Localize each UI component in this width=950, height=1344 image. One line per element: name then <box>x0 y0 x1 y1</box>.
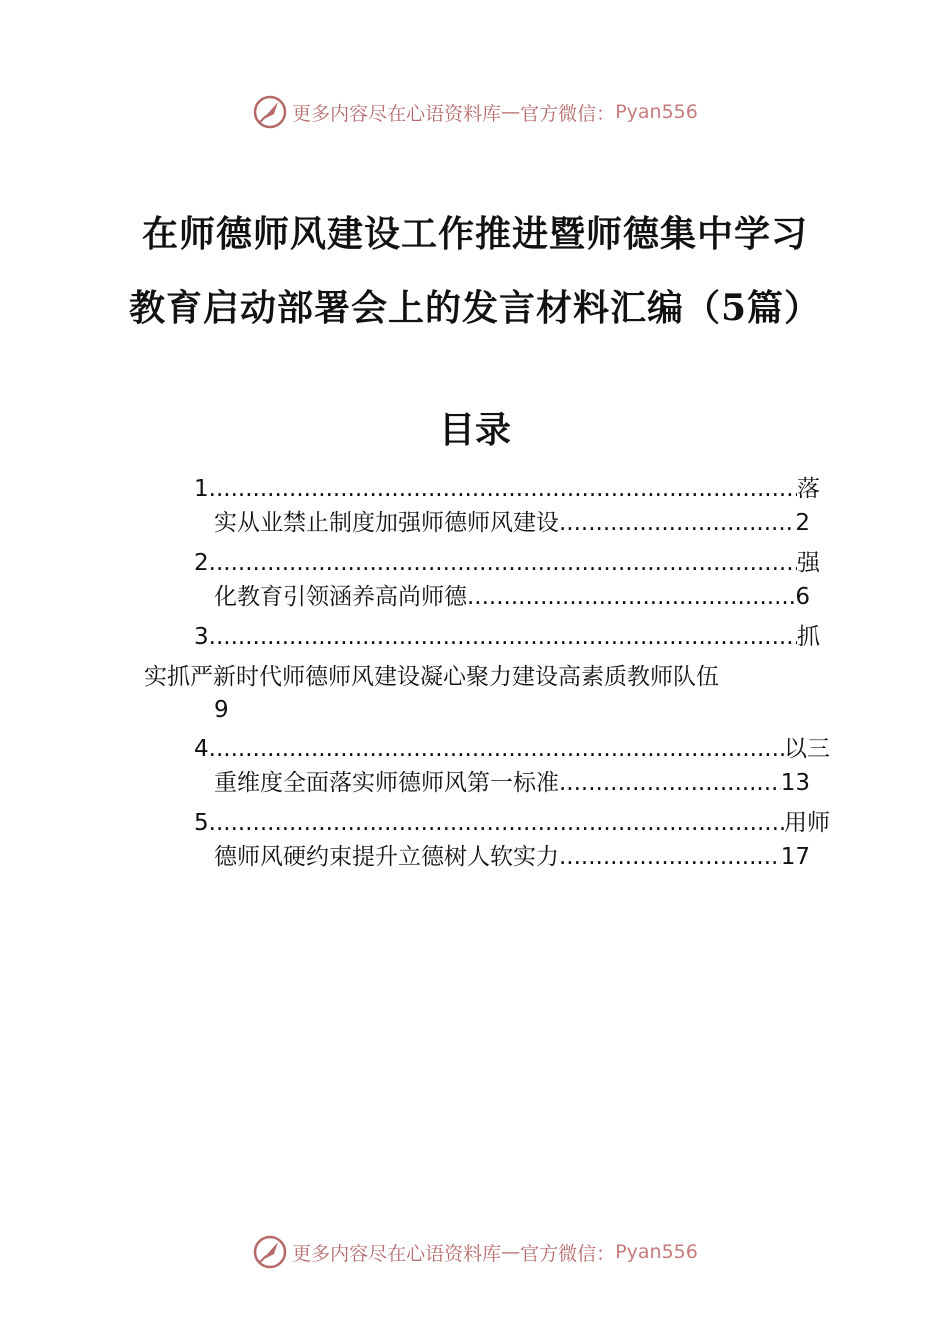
toc-entry-2-lead[interactable] <box>194 546 820 580</box>
toc-entry-2-title[interactable] <box>214 580 810 614</box>
toc-entry-title: 实抓严新时代师德师风建设凝心聚力建设高素质教师队伍 <box>144 664 719 690</box>
banner-wechat-id: Pyan556 <box>615 101 698 123</box>
toc-entry-3-lead[interactable] <box>194 620 820 654</box>
toc-entry-page: 6 <box>795 584 810 610</box>
toc-dot-leader <box>209 806 784 840</box>
toc-entry-title: 实从业禁止制度加强师德师风建设 <box>214 510 559 536</box>
toc-entry-number: 4 <box>194 736 209 762</box>
toc-entry-title: 德师风硬约束提升立德树人软实力 <box>214 844 559 870</box>
toc-dot-leader <box>559 840 781 874</box>
toc-entry-title-start: 以三 <box>784 736 830 762</box>
toc-entry-page: 13 <box>780 770 810 796</box>
banner-text: 更多内容尽在心语资料库 <box>292 1242 502 1265</box>
banner-wechat-label: 官方微信： <box>520 102 616 125</box>
banner-wechat-id: Pyan556 <box>615 1241 698 1263</box>
toc-dot-leader <box>209 732 784 766</box>
toc-entry-number: 3 <box>194 624 209 650</box>
toc-entry-4-lead[interactable] <box>194 732 830 766</box>
toc-entry-5-lead[interactable] <box>194 806 830 840</box>
toc-dot-leader <box>467 580 795 614</box>
banner-wechat-label: 官方微信： <box>520 1242 616 1265</box>
toc-dot-leader <box>209 620 797 654</box>
toc-entry-title-start: 强 <box>797 550 820 576</box>
toc-entry-1-lead[interactable] <box>194 472 820 506</box>
toc-entry-number: 5 <box>194 810 209 836</box>
toc-entry-title-start: 落 <box>797 476 820 502</box>
toc-entry-title: 化教育引领涵养高尚师德 <box>214 584 467 610</box>
banner-text: 更多内容尽在心语资料库 <box>292 102 502 125</box>
toc-entry-1-title[interactable] <box>214 506 810 540</box>
toc-entry-3-title[interactable] <box>144 660 719 694</box>
toc-entry-page: 9 <box>214 697 229 723</box>
toc-entry-page: 17 <box>780 844 810 870</box>
toc-entry-title-start: 用师 <box>784 810 830 836</box>
toc-entry-4-title[interactable] <box>214 766 810 800</box>
toc-heading: 目录 <box>438 409 511 451</box>
toc-dot-leader <box>559 766 781 800</box>
footer-banner <box>0 1234 950 1270</box>
toc-entry-page: 2 <box>795 510 810 536</box>
quill-logo-icon <box>252 1234 288 1270</box>
toc-entry-title: 重维度全面落实师德师风第一标准 <box>214 770 559 796</box>
quill-logo-icon <box>252 94 288 130</box>
document-title-line-1: 在师德师风建设工作推进暨师德集中学习 <box>141 213 808 255</box>
toc-dot-leader <box>209 546 797 580</box>
banner-dash: — <box>501 1241 521 1263</box>
toc-dot-leader <box>209 472 797 506</box>
toc-entry-number: 1 <box>194 476 209 502</box>
toc-entry-title-start: 抓 <box>797 624 820 650</box>
document-title-line-2: 教育启动部署会上的发言材料汇编（5篇） <box>128 287 822 329</box>
toc-entry-3-page-line[interactable] <box>214 693 229 727</box>
toc-dot-leader <box>559 506 795 540</box>
banner-dash: — <box>501 101 521 123</box>
toc-entry-number: 2 <box>194 550 209 576</box>
header-banner <box>0 94 950 130</box>
toc-entry-5-title[interactable] <box>214 840 810 874</box>
